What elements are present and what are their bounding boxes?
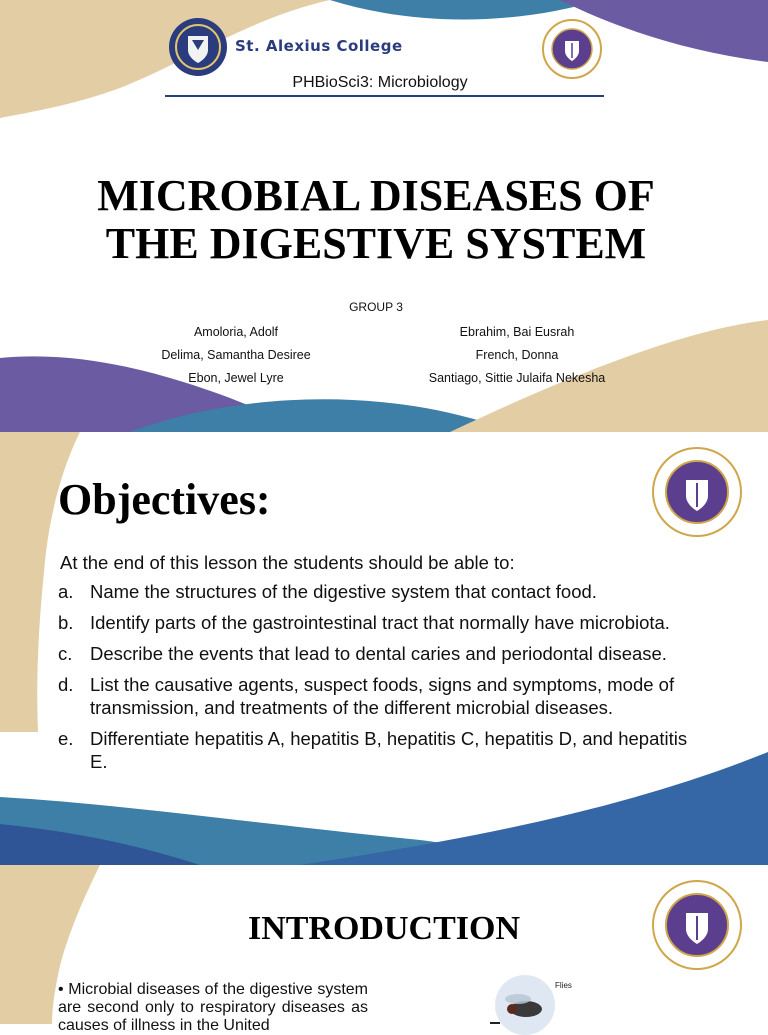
list-item <box>58 673 708 719</box>
member-name: Ebrahim, Bai Eusrah <box>459 325 575 339</box>
title-line-1: MICROBIAL DISEASES OF <box>97 171 655 220</box>
group-label: GROUP 3 <box>349 300 403 314</box>
objectives-list <box>58 580 708 781</box>
member-name: Delima, Samantha Desiree <box>161 348 311 362</box>
list-marker: b. <box>58 612 74 633</box>
introduction-body: • Microbial diseases of the digestive system are second only to respiratory diseases as causes of illness in the United <box>58 981 368 1034</box>
list-marker: c. <box>58 643 73 664</box>
college-logo <box>168 17 228 81</box>
list-item <box>58 642 708 665</box>
pharmacy-dept-seal-icon <box>652 447 742 537</box>
fly-illustration <box>490 973 560 1028</box>
pharmacy-dept-seal-icon <box>652 880 742 970</box>
list-item <box>58 611 708 634</box>
member-name: French, Donna <box>475 348 559 362</box>
introduction-slide <box>0 865 768 1034</box>
objective-text: Describe the events that lead to dental caries and periodontal disease. <box>90 643 667 664</box>
objective-text: Differentiate hepatitis A, hepatitis B, hepatitis C, hepatitis D, and hepatitis E. <box>90 728 688 772</box>
objective-text: Identify parts of the gastrointestinal tract that normally have microbiota. <box>90 612 670 633</box>
member-name: Santiago, Sittie Julaifa Nekesha <box>428 371 606 385</box>
presentation-title <box>40 172 712 268</box>
title-line-2: THE DIGESTIVE SYSTEM <box>105 219 647 268</box>
crest-icon <box>168 17 228 77</box>
flies-label: Flies <box>555 981 572 990</box>
pharmacy-logo <box>652 447 742 541</box>
list-marker: e. <box>58 728 74 749</box>
course-name: PHBioSci3: Microbiology <box>292 74 468 91</box>
introduction-title: INTRODUCTION <box>247 910 521 947</box>
list-marker: a. <box>58 581 74 602</box>
objective-text: Name the structures of the digestive system that contact food. <box>90 581 597 602</box>
pharmacy-dept-seal-icon <box>542 19 602 79</box>
pharmacy-logo <box>652 880 742 974</box>
list-item <box>58 580 708 603</box>
objectives-intro: At the end of this lesson the students should be able to: <box>60 552 515 573</box>
member-name: Amoloria, Adolf <box>193 325 279 339</box>
objectives-title: Objectives: <box>58 475 271 524</box>
college-name: St. Alexius College <box>235 37 403 55</box>
header-divider <box>165 95 604 97</box>
fly-icon <box>490 973 560 1024</box>
objective-text: List the causative agents, suspect foods, signs and symptoms, mode of transmission, and treatments of the different microbial diseases. <box>90 674 675 718</box>
title-slide <box>0 0 768 432</box>
list-marker: d. <box>58 674 74 695</box>
objectives-slide <box>0 432 768 865</box>
member-name: Ebon, Jewel Lyre <box>188 371 284 385</box>
list-item <box>58 727 708 773</box>
